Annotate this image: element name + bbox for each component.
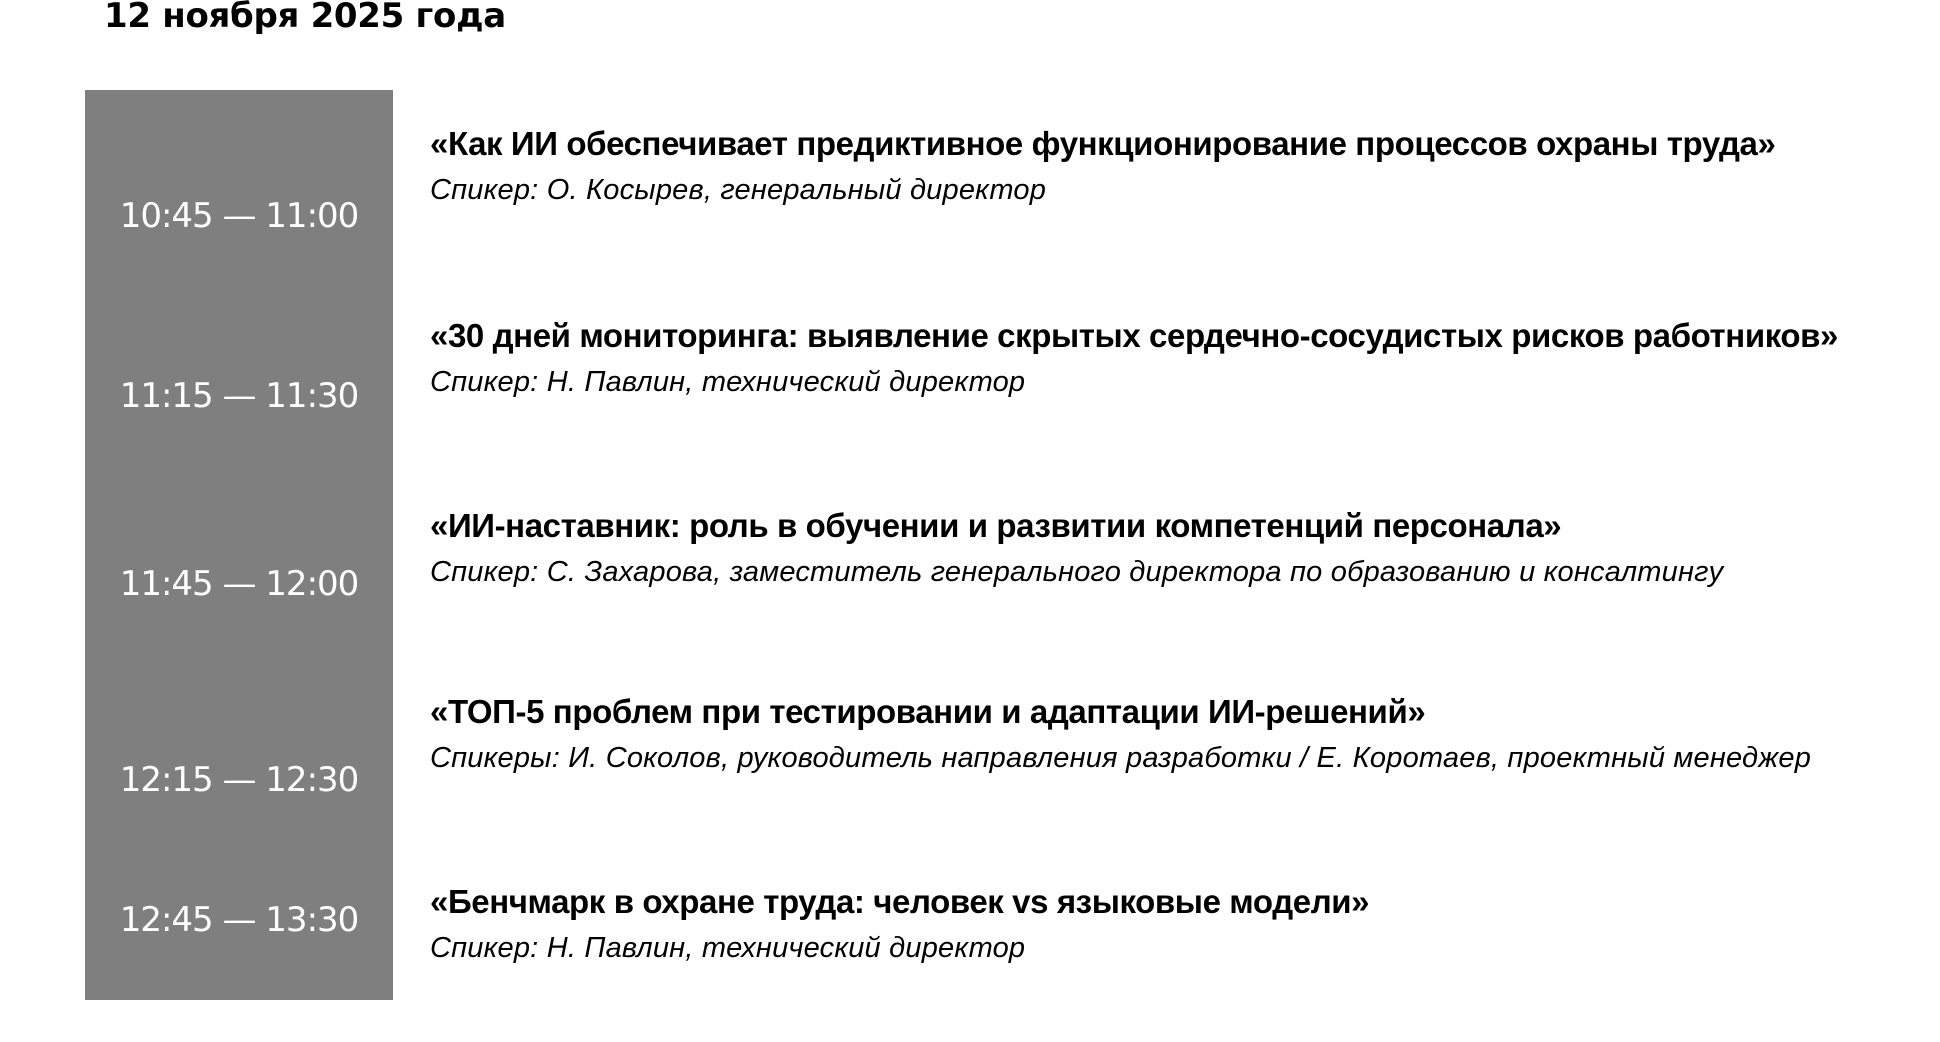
session-body bbox=[430, 120, 1870, 212]
session-speaker: Спикер: С. Захарова, заместитель генерального директора по образованию и консалтингу bbox=[430, 556, 1724, 588]
page-date-heading: 12 ноября 2025 года bbox=[104, 0, 506, 36]
session-speaker: Спикер: Н. Павлин, технический директор bbox=[430, 932, 1026, 964]
session-title: «ИИ-наставник: роль в обучении и развитии компетенций персонала» bbox=[430, 507, 1562, 544]
session-body bbox=[430, 688, 1870, 780]
session-time: 10:45 — 11:00 bbox=[119, 196, 359, 236]
session-body bbox=[430, 502, 1870, 594]
session-time: 11:45 — 12:00 bbox=[119, 564, 359, 604]
session-title: «Бенчмарк в охране труда: человек vs языковые модели» bbox=[430, 883, 1370, 920]
session-time: 11:15 — 11:30 bbox=[119, 376, 359, 416]
session-speaker: Спикер: Н. Павлин, технический директор bbox=[430, 366, 1026, 398]
session-body bbox=[430, 878, 1870, 970]
schedule bbox=[85, 90, 1885, 1000]
session-speaker: Спикеры: И. Соколов, руководитель направления разработки / Е. Коротаев, проектный менеджер bbox=[430, 742, 1812, 774]
session-title: «ТОП-5 проблем при тестировании и адаптации ИИ-решений» bbox=[430, 693, 1426, 730]
session-time: 12:15 — 12:30 bbox=[119, 760, 359, 800]
session-title: «30 дней мониторинга: выявление скрытых сердечно-сосудистых рисков работников» bbox=[430, 317, 1839, 354]
session-title: «Как ИИ обеспечивает предиктивное функционирование процессов охраны труда» bbox=[430, 125, 1776, 162]
session-speaker: Спикер: О. Косырев, генеральный директор bbox=[430, 174, 1047, 206]
session-body bbox=[430, 312, 1870, 404]
session-time: 12:45 — 13:30 bbox=[119, 900, 359, 940]
